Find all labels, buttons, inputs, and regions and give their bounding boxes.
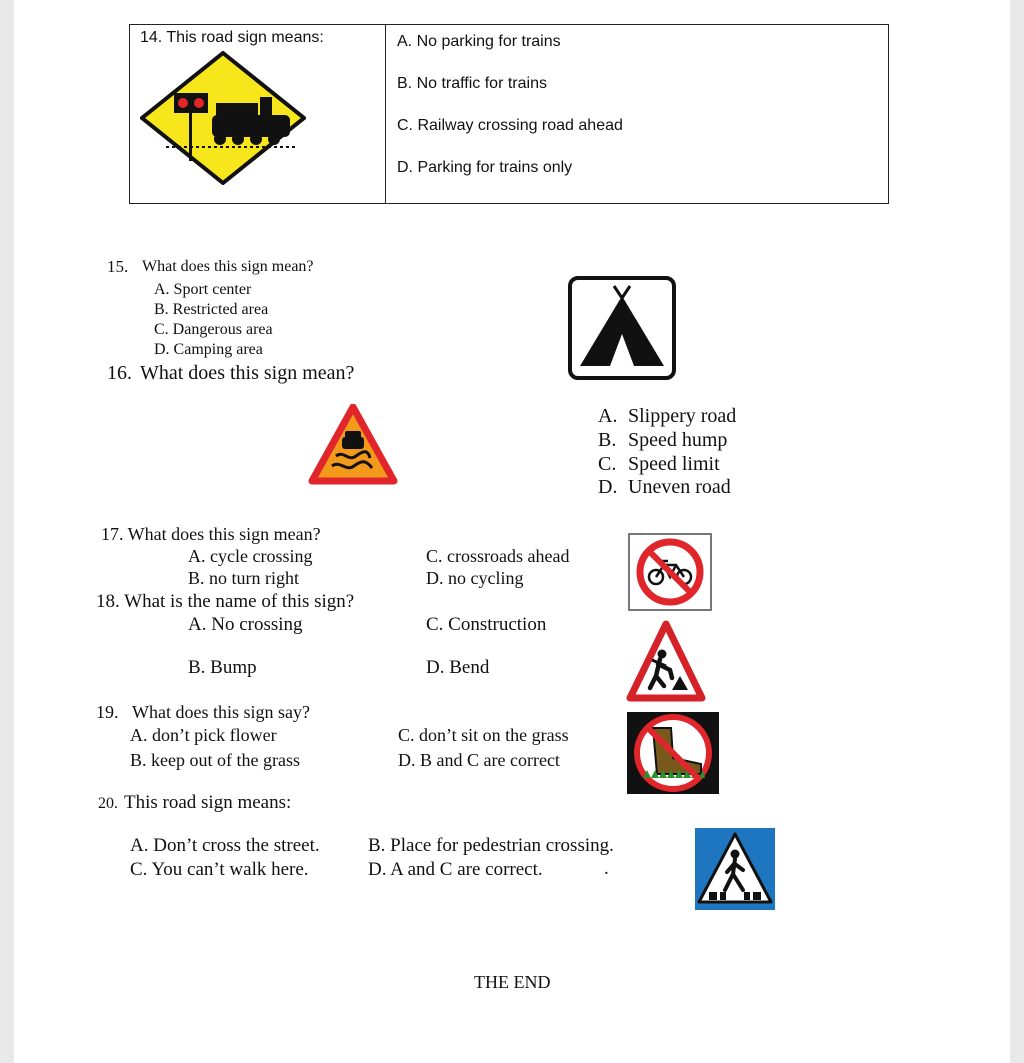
camping-tent-sign-icon (568, 276, 676, 382)
question-17-option-c: C. crossroads ahead (426, 546, 570, 566)
question-15-text: What does this sign mean? (142, 258, 314, 275)
question-16-option-b: Speed hump (628, 429, 728, 451)
question-17-text: 17. What does this sign mean? (101, 524, 321, 544)
pedestrian-crossing-sign-icon (693, 826, 777, 912)
question-19-option-b: B. keep out of the grass (130, 750, 300, 770)
question-18-option-d: D. Bend (426, 657, 490, 678)
question-16-option-c-letter: C. (598, 453, 617, 475)
table-divider (385, 25, 386, 203)
question-20-option-c: C. You can’t walk here. (130, 859, 309, 880)
question-18-text: 18. What is the name of this sign? (96, 591, 355, 612)
question-20-option-b: B. Place for pedestrian crossing. (368, 835, 614, 856)
question-16-option-d: Uneven road (628, 476, 731, 498)
question-19-option-d: D. B and C are correct (398, 750, 560, 770)
question-15-option-c: C. Dangerous area (154, 321, 273, 338)
question-19-option-a: A. don’t pick flower (130, 725, 277, 745)
question-15-option-d: D. Camping area (154, 341, 263, 358)
question-16-text: What does this sign mean? (140, 362, 355, 384)
question-17-option-d: D. no cycling (426, 568, 524, 588)
keep-off-grass-sign-icon (627, 712, 719, 794)
question-17-option-b: B. no turn right (188, 568, 299, 588)
question-18-option-b: B. Bump (188, 657, 257, 678)
question-14-option-d: D. Parking for trains only (397, 159, 573, 176)
no-cycling-sign-icon (628, 533, 712, 611)
question-15-number: 15. (107, 257, 129, 276)
question-18-option-c: C. Construction (426, 614, 547, 635)
question-19-number: 19. (96, 702, 119, 722)
question-15-option-a: A. Sport center (154, 281, 252, 298)
railway-crossing-sign-icon (140, 51, 306, 185)
question-14-option-a: A. No parking for trains (397, 33, 561, 50)
the-end-footer: THE END (474, 972, 551, 992)
question-15-option-b: B. Restricted area (154, 301, 269, 318)
question-16-option-a-letter: A. (598, 405, 618, 427)
question-16-option-c: Speed limit (628, 453, 720, 475)
question-20-number: 20. (98, 795, 118, 812)
question-14-option-c: C. Railway crossing road ahead (397, 117, 623, 134)
question-20-trailing-mark: . (604, 858, 609, 879)
question-19-text: What does this sign say? (132, 702, 310, 722)
road-works-sign-icon (626, 620, 706, 704)
question-16-option-b-letter: B. (598, 429, 617, 451)
question-20-option-d: D. A and C are correct. (368, 859, 543, 880)
question-14-text: 14. This road sign means: (140, 29, 324, 46)
question-16-option-a: Slippery road (628, 405, 737, 427)
question-20-option-a: A. Don’t cross the street. (130, 835, 320, 856)
question-17-option-a: A. cycle crossing (188, 546, 313, 566)
question-18-option-a: A. No crossing (188, 614, 303, 635)
worksheet-page (14, 0, 1010, 1063)
slippery-road-sign-icon (308, 404, 398, 486)
question-14-option-b: B. No traffic for trains (397, 75, 547, 92)
question-19-option-c: C. don’t sit on the grass (398, 725, 569, 745)
question-16-number: 16. (107, 362, 132, 384)
question-16-option-d-letter: D. (598, 476, 618, 498)
question-14-table (129, 24, 889, 204)
question-20-text: This road sign means: (124, 792, 292, 813)
